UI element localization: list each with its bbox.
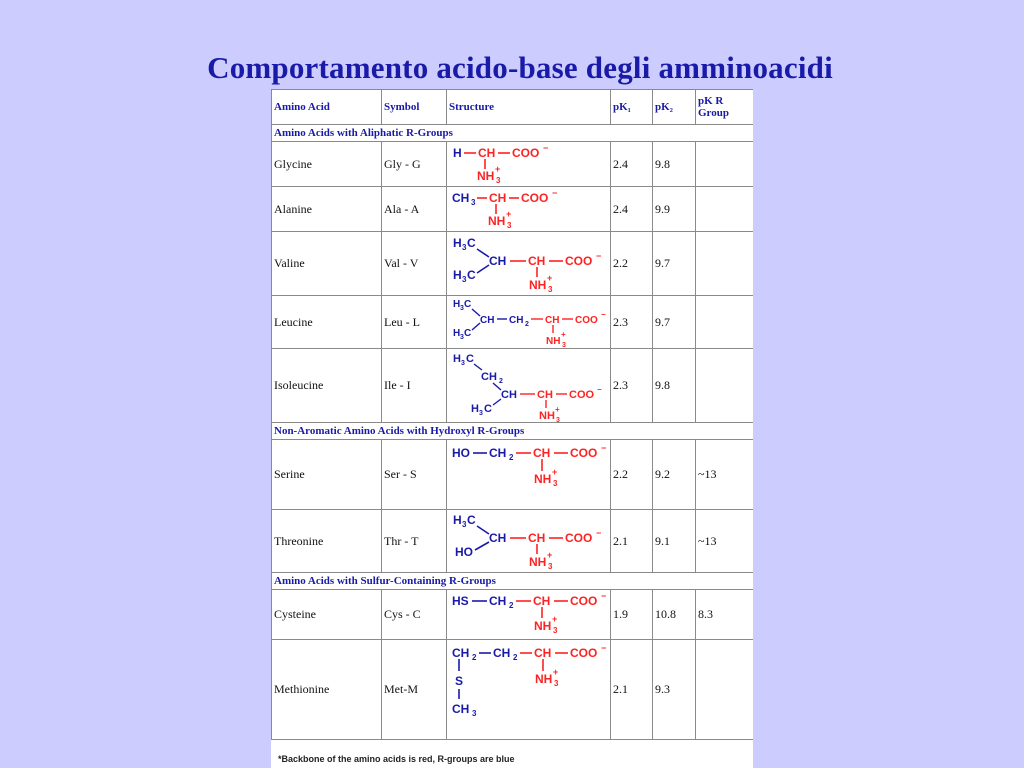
r-group-thiol: HS xyxy=(452,593,469,608)
r-group-ch2-sub: 2 xyxy=(499,377,503,385)
r-group-ch2-sub: 2 xyxy=(525,321,529,328)
amino-group: NH xyxy=(539,409,555,422)
methyl-top-sub: 3 xyxy=(460,305,464,312)
alpha-carbon: CH xyxy=(489,191,507,205)
amino-acid-symbol: Ser - S xyxy=(382,440,447,510)
methyl-top-c: C xyxy=(467,513,476,527)
r-group-methyl-sub: 3 xyxy=(472,708,477,718)
carboxylate: COO xyxy=(570,445,598,460)
alpha-carbon: CH xyxy=(528,253,546,268)
amino-charge: + xyxy=(495,164,501,174)
pk1-value: 2.4 xyxy=(611,142,653,187)
alpha-carbon: CH xyxy=(533,445,551,460)
group-label-hydroxyl: Non-Aromatic Amino Acids with Hydroxyl R-Groups xyxy=(272,423,754,440)
amino-group: NH xyxy=(477,169,495,183)
amino-group: NH xyxy=(534,471,552,486)
methyl-bottom-c: C xyxy=(484,402,492,415)
carboxylate-charge: − xyxy=(601,590,607,601)
table-row xyxy=(272,296,754,349)
r-group-ch: CH xyxy=(501,388,517,401)
carboxylate-charge: − xyxy=(601,642,607,653)
r-group-ch2-second: CH xyxy=(493,645,511,660)
table-footnote: *Backbone of the amino acids is red, R-groups are blue xyxy=(278,754,515,764)
amino-group: NH xyxy=(534,618,552,633)
amino-acid-name: Methionine xyxy=(272,640,382,740)
amino-group: NH xyxy=(488,214,506,228)
carboxylate-charge: − xyxy=(597,384,602,394)
r-group-ch2: CH xyxy=(509,315,524,326)
r-group-subscript: 3 xyxy=(471,198,476,207)
pk1-value: 2.3 xyxy=(611,296,653,349)
methyl-top: H xyxy=(453,299,461,310)
amino-acid-name: Serine xyxy=(272,440,382,510)
methyl-top: H xyxy=(453,513,462,527)
pk2-value: 9.7 xyxy=(653,232,696,296)
group-row xyxy=(272,125,754,142)
structure-cysteine xyxy=(447,590,611,640)
carboxylate-charge: − xyxy=(601,442,607,453)
pkr-value xyxy=(696,187,754,232)
amino-group: NH xyxy=(535,671,553,686)
header-symbol: Symbol xyxy=(382,90,447,125)
methyl-top-c: C xyxy=(466,352,474,365)
amino-acid-name: Threonine xyxy=(272,510,382,573)
methyl-top: H xyxy=(453,235,462,250)
r-group-ch2-first-sub: 2 xyxy=(472,652,477,662)
amino-acid-name: Valine xyxy=(272,232,382,296)
methyl-top: H xyxy=(453,352,461,365)
header-pk1: pK₁ xyxy=(611,90,653,125)
amino-acid-symbol: Leu - L xyxy=(382,296,447,349)
alpha-carbon: CH xyxy=(537,388,553,401)
header-row xyxy=(272,90,754,125)
r-group-methyl: CH xyxy=(452,701,470,716)
carboxylate: COO xyxy=(521,191,549,205)
r-group-ch2-sub: 2 xyxy=(509,452,514,462)
carboxylate: COO xyxy=(569,388,595,401)
table-row xyxy=(272,349,754,423)
amino-acid-name: Alanine xyxy=(272,187,382,232)
group-row xyxy=(272,573,754,590)
r-group-sulfur: S xyxy=(455,673,464,688)
amino-charge: + xyxy=(552,613,558,624)
structure-methionine xyxy=(447,640,611,740)
methyl-bottom-c: C xyxy=(464,328,472,339)
structure-threonine xyxy=(447,510,611,573)
pkr-value xyxy=(696,640,754,740)
pkr-value xyxy=(696,349,754,423)
amino-subscript: 3 xyxy=(548,562,553,571)
amino-charge: + xyxy=(552,466,558,477)
header-structure: Structure xyxy=(447,90,611,125)
pk2-value: 9.9 xyxy=(653,187,696,232)
amino-acid-table-container xyxy=(271,89,753,768)
methyl-top-sub: 3 xyxy=(462,242,467,252)
table-row xyxy=(272,232,754,296)
methyl-bottom-sub: 3 xyxy=(462,274,467,284)
methyl-bottom-sub: 3 xyxy=(460,334,464,341)
r-group-hydroxyl: HO xyxy=(455,545,473,559)
alpha-carbon: CH xyxy=(534,645,552,660)
methyl-bottom: H xyxy=(453,267,462,282)
amino-acid-name: Glycine xyxy=(272,142,382,187)
amino-subscript: 3 xyxy=(556,416,560,422)
table-row xyxy=(272,440,754,510)
pk2-value: 9.8 xyxy=(653,142,696,187)
carboxylate-charge: − xyxy=(601,310,606,319)
methyl-bottom: H xyxy=(471,402,479,415)
header-pkr: pK R Group xyxy=(696,90,754,125)
alpha-carbon: CH xyxy=(478,146,496,160)
pk1-value: 2.4 xyxy=(611,187,653,232)
r-group-ch2-sub: 2 xyxy=(509,600,514,610)
structure-serine xyxy=(447,440,611,510)
alpha-carbon: CH xyxy=(528,531,546,545)
table-row xyxy=(272,640,754,740)
methyl-top-c: C xyxy=(464,299,472,310)
r-group-ch: CH xyxy=(480,315,495,326)
carboxylate: COO xyxy=(570,645,598,660)
table-row xyxy=(272,142,754,187)
amino-subscript: 3 xyxy=(554,678,559,688)
amino-charge: + xyxy=(547,272,553,283)
pk2-value: 9.8 xyxy=(653,349,696,423)
amino-acid-symbol: Met-M xyxy=(382,640,447,740)
amino-subscript: 3 xyxy=(553,625,558,635)
amino-acid-symbol: Ile - I xyxy=(382,349,447,423)
carboxylate-charge: − xyxy=(596,250,602,261)
pk2-value: 9.3 xyxy=(653,640,696,740)
group-row xyxy=(272,423,754,440)
table-row xyxy=(272,510,754,573)
amino-group: NH xyxy=(546,336,561,347)
amino-charge: + xyxy=(547,550,553,560)
amino-acid-symbol: Cys - C xyxy=(382,590,447,640)
methyl-bottom-sub: 3 xyxy=(479,409,483,417)
amino-charge: + xyxy=(553,666,559,677)
alpha-carbon: CH xyxy=(533,593,551,608)
structure-leucine xyxy=(447,296,611,349)
pkr-value: ~13 xyxy=(696,440,754,510)
pk1-value: 2.2 xyxy=(611,440,653,510)
amino-group: NH xyxy=(529,555,547,569)
methyl-top-c: C xyxy=(467,235,476,250)
amino-acid-name: Isoleucine xyxy=(272,349,382,423)
amino-charge: + xyxy=(506,209,512,219)
table-row xyxy=(272,187,754,232)
carboxylate-charge: − xyxy=(543,143,549,153)
carboxylate-charge: − xyxy=(552,188,558,198)
pkr-value xyxy=(696,232,754,296)
r-group-ch2: CH xyxy=(481,370,497,383)
r-group-ch2: CH xyxy=(489,593,507,608)
pkr-value: 8.3 xyxy=(696,590,754,640)
pk1-value: 2.1 xyxy=(611,510,653,573)
pk1-value: 2.3 xyxy=(611,349,653,423)
r-group-hydroxyl: HO xyxy=(452,445,470,460)
amino-subscript: 3 xyxy=(496,176,501,185)
amino-acid-name: Leucine xyxy=(272,296,382,349)
amino-acid-name: Cysteine xyxy=(272,590,382,640)
table-row xyxy=(272,590,754,640)
amino-acid-symbol: Thr - T xyxy=(382,510,447,573)
methyl-top-sub: 3 xyxy=(462,520,467,529)
amino-charge: + xyxy=(555,404,560,414)
r-group-ch2: CH xyxy=(489,445,507,460)
header-amino-acid: Amino Acid xyxy=(272,90,382,125)
pkr-value: ~13 xyxy=(696,510,754,573)
r-group-label: H xyxy=(453,146,462,160)
r-group-ch2-second-sub: 2 xyxy=(513,652,518,662)
amino-subscript: 3 xyxy=(548,284,553,294)
pk2-value: 9.1 xyxy=(653,510,696,573)
structure-alanine xyxy=(447,187,611,232)
carboxylate: COO xyxy=(570,593,598,608)
amino-acid-symbol: Ala - A xyxy=(382,187,447,232)
group-label-sulfur: Amino Acids with Sulfur-Containing R-Groups xyxy=(272,573,754,590)
pk2-value: 9.7 xyxy=(653,296,696,349)
pkr-value xyxy=(696,142,754,187)
pk2-value: 9.2 xyxy=(653,440,696,510)
pk1-value: 1.9 xyxy=(611,590,653,640)
methyl-top-sub: 3 xyxy=(461,359,465,367)
header-pk2: pK₂ xyxy=(653,90,696,125)
pk1-value: 2.2 xyxy=(611,232,653,296)
group-label-aliphatic: Amino Acids with Aliphatic R-Groups xyxy=(272,125,754,142)
amino-acid-symbol: Gly - G xyxy=(382,142,447,187)
structure-valine xyxy=(447,232,611,296)
alpha-carbon: CH xyxy=(545,315,560,326)
methyl-bottom: H xyxy=(453,328,461,339)
r-group-ch: CH xyxy=(489,253,507,268)
page-title: Comportamento acido-base degli amminoacidi xyxy=(207,50,833,85)
structure-glycine xyxy=(447,142,611,187)
pk2-value: 10.8 xyxy=(653,590,696,640)
amino-subscript: 3 xyxy=(562,342,566,348)
methyl-bottom-c: C xyxy=(467,267,476,282)
amino-acid-symbol: Val - V xyxy=(382,232,447,296)
pk1-value: 2.1 xyxy=(611,640,653,740)
r-group-ch2-first: CH xyxy=(452,645,470,660)
r-group-label: CH xyxy=(452,191,470,205)
carboxylate: COO xyxy=(565,253,593,268)
amino-subscript: 3 xyxy=(507,221,512,230)
r-group-ch: CH xyxy=(489,531,507,545)
amino-subscript: 3 xyxy=(553,478,558,488)
carboxylate: COO xyxy=(512,146,540,160)
amino-charge: + xyxy=(561,330,566,339)
pkr-value xyxy=(696,296,754,349)
amino-acid-table xyxy=(271,89,753,740)
carboxylate-charge: − xyxy=(596,528,602,538)
amino-group: NH xyxy=(529,277,547,292)
carboxylate: COO xyxy=(565,531,593,545)
carboxylate: COO xyxy=(575,315,598,326)
structure-isoleucine xyxy=(447,349,611,423)
